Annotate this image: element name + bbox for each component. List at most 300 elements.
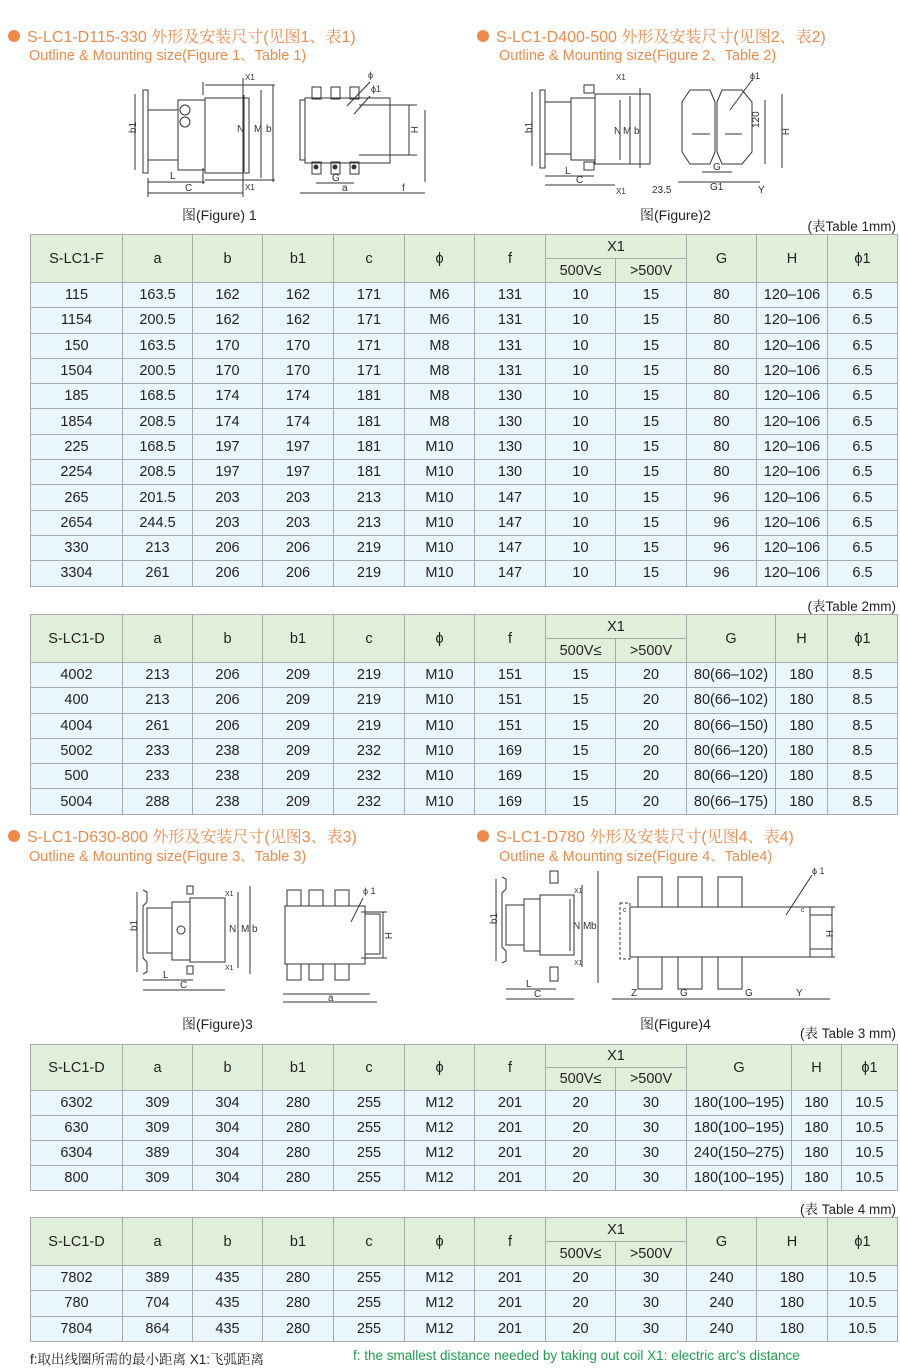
section-2-subtitle: Outline & Mounting size(Figure 2、Table 2): [499, 48, 777, 64]
cell-H: 120–106: [757, 510, 828, 535]
cell-f: 147: [475, 510, 546, 535]
label-N: N: [614, 126, 622, 137]
label-c-right: c: [801, 907, 805, 914]
cell-f: 169: [475, 789, 546, 814]
cell-x1-low: 10: [546, 460, 616, 485]
cell-b1: 174: [263, 409, 334, 434]
header-phi1: ϕ1: [828, 235, 898, 283]
header-G: G: [687, 1218, 757, 1266]
cell-phi: M12: [405, 1166, 475, 1191]
footnote-english: f: the smallest distance needed by taking out coil X1: electric arc's distance: [353, 1348, 800, 1363]
cell-x1-high: 15: [616, 561, 687, 586]
label-b: b: [252, 924, 258, 935]
cell-phi: M12: [405, 1291, 475, 1316]
cell-x1-low: 10: [546, 409, 616, 434]
cell-phi1: 6.5: [828, 358, 898, 383]
cell-a: 163.5: [123, 333, 193, 358]
cell-x1-high: 15: [616, 535, 687, 560]
cell-x1-low: 10: [546, 308, 616, 333]
label-G: G: [713, 162, 721, 173]
cell-c: 171: [334, 308, 405, 333]
cell-x1-high: 30: [616, 1316, 687, 1341]
cell-H: 180: [757, 1266, 828, 1291]
cell-b1: 174: [263, 384, 334, 409]
cell-c: 171: [334, 283, 405, 308]
cell-x1-high: 15: [616, 384, 687, 409]
cell-model: 225: [31, 434, 123, 459]
cell-a: 389: [123, 1141, 193, 1166]
cell-a: 309: [123, 1116, 193, 1141]
cell-x1-low: 20: [546, 1166, 616, 1191]
cell-phi1: 6.5: [828, 384, 898, 409]
cell-H: 120–106: [757, 384, 828, 409]
header-model: S-LC1-D: [31, 1045, 123, 1091]
spec-table-3: [30, 1044, 898, 1191]
cell-a: 213: [123, 688, 193, 713]
label-Y: Y: [758, 185, 765, 196]
label-C: C: [185, 183, 193, 194]
label-23-5: 23.5: [652, 185, 672, 196]
cell-b: 238: [193, 738, 263, 763]
cell-phi1: 8.5: [828, 789, 898, 814]
cell-a: 244.5: [123, 510, 193, 535]
label-M: M: [241, 924, 250, 935]
cell-G: 80: [687, 434, 757, 459]
cell-f: 151: [475, 688, 546, 713]
table-row: [31, 308, 898, 333]
label-phi1: ϕ1: [750, 71, 761, 81]
figure-4-caption: 图(Figure)4: [640, 1016, 711, 1032]
cell-H: 120–106: [757, 561, 828, 586]
table-row: [31, 1291, 898, 1316]
cell-model: 6304: [31, 1141, 123, 1166]
cell-phi1: 10.5: [842, 1166, 898, 1191]
header-b1: b1: [263, 615, 334, 663]
cell-x1-high: 15: [616, 308, 687, 333]
cell-model: 1854: [31, 409, 123, 434]
cell-phi: M8: [405, 333, 475, 358]
header-f: f: [475, 1218, 546, 1266]
cell-x1-high: 30: [616, 1091, 687, 1116]
header-G: G: [687, 1045, 792, 1091]
cell-x1-low: 15: [546, 789, 616, 814]
label-X1-bottom: X1: [245, 183, 255, 192]
cell-f: 147: [475, 535, 546, 560]
cell-b: 170: [193, 333, 263, 358]
label-X1-bottom: X1: [225, 965, 234, 972]
cell-H: 180: [792, 1116, 842, 1141]
cell-phi: M6: [405, 308, 475, 333]
cell-H: 180: [792, 1166, 842, 1191]
cell-H: 120–106: [757, 535, 828, 560]
cell-b1: 209: [263, 738, 334, 763]
cell-x1-high: 15: [616, 485, 687, 510]
cell-b1: 209: [263, 764, 334, 789]
table-4-body: [31, 1266, 898, 1342]
cell-a: 213: [123, 663, 193, 688]
table-1-unit-label: (表Table 1mm): [807, 219, 896, 234]
cell-a: 208.5: [123, 460, 193, 485]
label-b1: b1: [129, 919, 140, 931]
table-row: [31, 460, 898, 485]
cell-H: 180: [757, 1316, 828, 1341]
label-b: b: [266, 124, 272, 135]
cell-x1-high: 20: [616, 738, 687, 763]
section-1-subtitle: Outline & Mounting size(Figure 1、Table 1): [29, 48, 307, 64]
cell-x1-low: 20: [546, 1116, 616, 1141]
cell-model: 4002: [31, 663, 123, 688]
cell-x1-low: 15: [546, 764, 616, 789]
label-G: G: [332, 173, 340, 184]
cell-G: 80: [687, 384, 757, 409]
cell-model: 4004: [31, 713, 123, 738]
cell-G: 180(100–195): [687, 1166, 792, 1191]
cell-b1: 280: [263, 1291, 334, 1316]
header-x1: X1: [546, 1045, 687, 1068]
cell-phi: M6: [405, 283, 475, 308]
cell-phi1: 6.5: [828, 561, 898, 586]
cell-x1-high: 30: [616, 1141, 687, 1166]
cell-phi: M12: [405, 1091, 475, 1116]
cell-G: 240: [687, 1266, 757, 1291]
cell-phi: M10: [405, 561, 475, 586]
header-a: a: [123, 615, 193, 663]
cell-G: 180(100–195): [687, 1091, 792, 1116]
cell-phi1: 6.5: [828, 308, 898, 333]
cell-f: 201: [475, 1166, 546, 1191]
cell-G: 96: [687, 510, 757, 535]
label-f: f: [402, 183, 405, 194]
header-x1: X1: [546, 615, 687, 639]
header-x1-low: 500V≤: [546, 1242, 616, 1266]
header-b1: b1: [263, 1045, 334, 1091]
cell-a: 213: [123, 535, 193, 560]
label-X1-top: X1: [574, 888, 583, 895]
bullet-dot-icon: [8, 30, 20, 42]
cell-model: 1504: [31, 358, 123, 383]
cell-b: 238: [193, 764, 263, 789]
cell-model: 500: [31, 764, 123, 789]
cell-x1-high: 20: [616, 663, 687, 688]
cell-c: 219: [334, 713, 405, 738]
cell-a: 261: [123, 713, 193, 738]
cell-x1-high: 20: [616, 713, 687, 738]
figure-4-drawing: [490, 865, 835, 1010]
cell-x1-high: 20: [616, 764, 687, 789]
cell-H: 120–106: [757, 283, 828, 308]
cell-phi: M10: [405, 713, 475, 738]
cell-f: 147: [475, 485, 546, 510]
header-x1-high: >500V: [616, 1068, 687, 1091]
cell-a: 261: [123, 561, 193, 586]
label-b: b: [634, 126, 640, 137]
header-phi: ϕ: [405, 615, 475, 663]
label-C: C: [534, 989, 542, 1000]
cell-b: 162: [193, 283, 263, 308]
cell-a: 233: [123, 738, 193, 763]
label-G-right: G: [745, 988, 753, 999]
header-G: G: [687, 235, 757, 283]
table-row: [31, 409, 898, 434]
cell-phi1: 8.5: [828, 764, 898, 789]
figure-3-caption: 图(Figure)3: [182, 1016, 253, 1032]
cell-x1-low: 10: [546, 283, 616, 308]
cell-model: 800: [31, 1166, 123, 1191]
cell-phi1: 6.5: [828, 510, 898, 535]
label-N: N: [229, 924, 237, 935]
header-phi: ϕ: [405, 1218, 475, 1266]
cell-model: 265: [31, 485, 123, 510]
header-x1-high: >500V: [616, 639, 687, 663]
spec-table-2: [30, 614, 898, 815]
table-row: [31, 535, 898, 560]
table-row: [31, 384, 898, 409]
cell-b: 238: [193, 789, 263, 814]
cell-c: 171: [334, 333, 405, 358]
cell-x1-low: 15: [546, 713, 616, 738]
cell-f: 131: [475, 358, 546, 383]
header-phi: ϕ: [405, 1045, 475, 1091]
cell-c: 181: [334, 384, 405, 409]
header-x1: X1: [546, 1218, 687, 1242]
table-row: [31, 1116, 898, 1141]
label-phi1: ϕ 1: [363, 886, 376, 896]
cell-phi: M8: [405, 358, 475, 383]
cell-f: 169: [475, 764, 546, 789]
cell-b: 203: [193, 510, 263, 535]
header-phi: ϕ: [405, 235, 475, 283]
cell-phi: M10: [405, 789, 475, 814]
label-X1-top: X1: [225, 891, 234, 898]
cell-a: 233: [123, 764, 193, 789]
cell-b1: 280: [263, 1166, 334, 1191]
label-C: C: [180, 980, 188, 991]
table-row: [31, 1316, 898, 1341]
header-a: a: [123, 1218, 193, 1266]
cell-x1-low: 10: [546, 485, 616, 510]
table-2-unit-label: (表Table 2mm): [807, 599, 896, 614]
cell-phi1: 6.5: [828, 333, 898, 358]
cell-model: 5004: [31, 789, 123, 814]
cell-model: 150: [31, 333, 123, 358]
cell-c: 181: [334, 434, 405, 459]
cell-phi1: 6.5: [828, 460, 898, 485]
cell-x1-low: 15: [546, 663, 616, 688]
header-phi1: ϕ1: [842, 1045, 898, 1091]
cell-G: 96: [687, 561, 757, 586]
table-row: [31, 561, 898, 586]
cell-b: 206: [193, 688, 263, 713]
cell-x1-low: 10: [546, 535, 616, 560]
cell-model: 115: [31, 283, 123, 308]
header-x1-high: >500V: [616, 1242, 687, 1266]
cell-x1-low: 20: [546, 1141, 616, 1166]
cell-model: 1154: [31, 308, 123, 333]
header-H: H: [792, 1045, 842, 1091]
cell-c: 255: [334, 1141, 405, 1166]
section-4-title: S-LC1-D780 外形及安装尺寸(见图4、表4): [477, 829, 794, 847]
cell-b1: 206: [263, 561, 334, 586]
table-3-unit-label: (表 Table 3 mm): [799, 1026, 896, 1041]
cell-H: 180: [776, 688, 828, 713]
label-N: N: [237, 124, 245, 135]
cell-x1-low: 15: [546, 688, 616, 713]
header-a: a: [123, 235, 193, 283]
cell-c: 171: [334, 358, 405, 383]
cell-c: 255: [334, 1116, 405, 1141]
cell-H: 180: [792, 1091, 842, 1116]
cell-G: 80(66–175): [687, 789, 776, 814]
cell-b1: 162: [263, 308, 334, 333]
cell-x1-high: 15: [616, 409, 687, 434]
cell-b: 206: [193, 535, 263, 560]
table-row: [31, 738, 898, 763]
cell-phi: M12: [405, 1116, 475, 1141]
table-row: [31, 333, 898, 358]
cell-phi1: 6.5: [828, 409, 898, 434]
label-N: N: [573, 921, 581, 932]
table-row: [31, 663, 898, 688]
cell-b: 206: [193, 663, 263, 688]
cell-H: 120–106: [757, 409, 828, 434]
label-phi1: ϕ 1: [812, 866, 825, 876]
label-phi: ϕ: [368, 70, 374, 80]
header-H: H: [757, 235, 828, 283]
header-x1-low: 500V≤: [546, 1068, 616, 1091]
cell-phi1: 6.5: [828, 535, 898, 560]
cell-b1: 280: [263, 1266, 334, 1291]
cell-x1-high: 15: [616, 460, 687, 485]
table-row: [31, 688, 898, 713]
cell-b1: 209: [263, 688, 334, 713]
cell-phi1: 10.5: [842, 1091, 898, 1116]
cell-model: 185: [31, 384, 123, 409]
cell-c: 255: [334, 1091, 405, 1116]
table-3-body: [31, 1091, 898, 1191]
header-model: S-LC1-D: [31, 1218, 123, 1266]
header-H: H: [757, 1218, 828, 1266]
cell-c: 255: [334, 1291, 405, 1316]
header-b: b: [193, 235, 263, 283]
cell-a: 163.5: [123, 283, 193, 308]
cell-G: 80(66–120): [687, 764, 776, 789]
cell-c: 232: [334, 764, 405, 789]
section-3-subtitle: Outline & Mounting size(Figure 3、Table 3): [29, 849, 307, 865]
cell-x1-low: 10: [546, 358, 616, 383]
header-phi1: ϕ1: [828, 1218, 898, 1266]
cell-model: 330: [31, 535, 123, 560]
header-b1: b1: [263, 235, 334, 283]
cell-c: 213: [334, 485, 405, 510]
header-c: c: [334, 1218, 405, 1266]
cell-b1: 203: [263, 510, 334, 535]
cell-b: 197: [193, 434, 263, 459]
cell-phi: M10: [405, 510, 475, 535]
figure-3-drawing: [125, 880, 393, 1005]
cell-c: 181: [334, 460, 405, 485]
cell-c: 232: [334, 789, 405, 814]
cell-G: 180(100–195): [687, 1116, 792, 1141]
cell-b: 435: [193, 1291, 263, 1316]
cell-G: 80: [687, 358, 757, 383]
cell-c: 219: [334, 688, 405, 713]
cell-G: 80: [687, 409, 757, 434]
bullet-dot-icon: [477, 830, 489, 842]
cell-a: 864: [123, 1316, 193, 1341]
cell-phi1: 10.5: [828, 1316, 898, 1341]
label-c-left: c: [623, 907, 627, 914]
table-row: [31, 713, 898, 738]
cell-G: 240(150–275): [687, 1141, 792, 1166]
cell-f: 131: [475, 308, 546, 333]
label-H: H: [382, 932, 393, 940]
label-H: H: [408, 126, 419, 134]
label-X1-bottom: X1: [616, 187, 626, 196]
cell-x1-low: 10: [546, 333, 616, 358]
cell-b1: 209: [263, 789, 334, 814]
label-L: L: [163, 970, 169, 981]
header-c: c: [334, 1045, 405, 1091]
cell-x1-high: 30: [616, 1266, 687, 1291]
label-H: H: [779, 128, 790, 136]
cell-a: 200.5: [123, 308, 193, 333]
cell-phi: M10: [405, 764, 475, 789]
cell-b: 435: [193, 1316, 263, 1341]
cell-f: 201: [475, 1116, 546, 1141]
cell-H: 180: [776, 738, 828, 763]
table-row: [31, 1141, 898, 1166]
cell-model: 400: [31, 688, 123, 713]
cell-H: 120–106: [757, 485, 828, 510]
label-M: M: [254, 124, 263, 135]
cell-G: 80(66–150): [687, 713, 776, 738]
cell-phi1: 6.5: [828, 434, 898, 459]
cell-H: 120–106: [757, 308, 828, 333]
header-phi1: ϕ1: [828, 615, 898, 663]
table-4-unit-label: (表 Table 4 mm): [799, 1202, 896, 1217]
cell-model: 630: [31, 1116, 123, 1141]
cell-b: 304: [193, 1116, 263, 1141]
cell-phi: M12: [405, 1266, 475, 1291]
cell-c: 181: [334, 409, 405, 434]
header-b: b: [193, 1218, 263, 1266]
cell-c: 255: [334, 1166, 405, 1191]
cell-a: 208.5: [123, 409, 193, 434]
cell-phi1: 8.5: [828, 713, 898, 738]
cell-x1-high: 30: [616, 1291, 687, 1316]
cell-model: 7802: [31, 1266, 123, 1291]
cell-phi1: 8.5: [828, 688, 898, 713]
cell-f: 201: [475, 1266, 546, 1291]
cell-b1: 162: [263, 283, 334, 308]
label-M: M: [583, 921, 592, 932]
cell-phi1: 10.5: [842, 1141, 898, 1166]
cell-x1-low: 20: [546, 1291, 616, 1316]
cell-x1-low: 10: [546, 510, 616, 535]
cell-c: 213: [334, 510, 405, 535]
cell-f: 130: [475, 384, 546, 409]
cell-a: 168.5: [123, 434, 193, 459]
cell-x1-high: 15: [616, 510, 687, 535]
cell-H: 120–106: [757, 358, 828, 383]
cell-x1-low: 10: [546, 384, 616, 409]
cell-b1: 170: [263, 333, 334, 358]
label-X1-bottom: X1: [574, 960, 583, 967]
cell-b: 304: [193, 1141, 263, 1166]
cell-a: 309: [123, 1091, 193, 1116]
table-row: [31, 510, 898, 535]
cell-b: 162: [193, 308, 263, 333]
